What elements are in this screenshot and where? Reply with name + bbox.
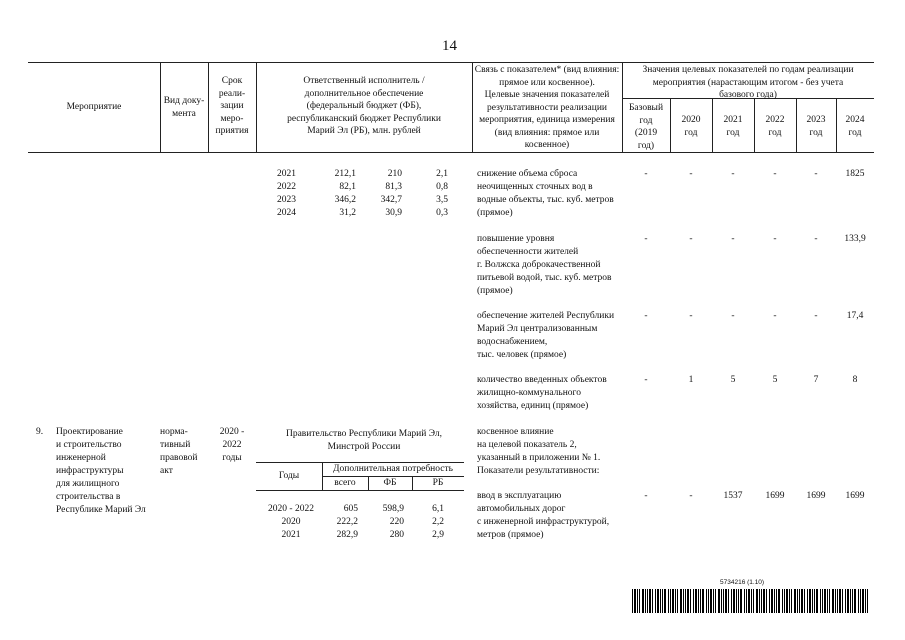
item-funding-fb: 598,9 [382,504,404,514]
funding-rb: 0,8 [436,182,448,192]
item-executor: Правительство Республики Марий Эл, Минстрой России [285,429,442,452]
barcode-stripe [782,589,783,613]
subtable-need: Дополнительная потребность [333,464,453,474]
indicator-value: 5 [730,375,736,385]
barcode-stripe [824,589,826,613]
item-event: Проектирование и строительство инженерной инфраструктуры для жилищного строительства в Республике Марий Эл [56,427,146,515]
barcode-stripe [791,589,792,613]
item-term: 2020 - 2022 годы [219,427,245,463]
header-top-rule [28,62,874,63]
header-executor: Ответственный исполнитель / дополнительное обеспечение (федеральный бюджет (ФБ), республиканский бюджет Республики Марий Эл (РБ), млн. рублей [287,76,441,136]
subtable-total: всего [334,478,356,488]
barcode-stripe [797,589,798,613]
barcode-stripe [662,589,663,613]
barcode-stripe [820,589,821,613]
barcode-stripe [845,589,846,613]
barcode-stripe [728,589,729,613]
barcode-stripe [751,589,752,613]
funding-fb: 81,3 [385,182,402,192]
funding-total: 31,2 [339,208,356,218]
funding-total: 346,2 [334,195,356,205]
indicator-value: - [644,311,648,321]
header-link: Связь с показателем* (вид влияния: прямое или косвенное). Целевые значения показателей результативности реализации мероприятия, единица измерения (вид влияния: прямое или косвенное) [474,65,620,150]
barcode-stripe [664,589,666,613]
barcode-stripe [799,589,800,613]
barcode-stripe [759,589,760,613]
indicator-value: 5 [772,375,778,385]
indicator-value: - [773,169,777,179]
barcode-stripe [822,589,823,613]
subtable-bottom-rule [256,490,464,491]
barcode-stripe [710,589,712,613]
indicator-text: повышение уровня обеспеченности жителей г. Волжска доброкачественной питьевой водой, тыс. куб. метров (прямое) [477,234,612,296]
barcode-stripe [718,589,720,613]
barcode-stripe [652,589,653,613]
barcode-stripe [687,589,689,613]
barcode-stripe [634,589,636,613]
barcode-stripe [839,589,841,613]
item-indicator-value: 1699 [845,491,865,501]
indicator-value: 17,4 [846,311,864,321]
barcode-stripe [657,589,659,613]
barcode-stripe [677,589,678,613]
barcode-caption: 5734216 (1.10) [720,579,765,586]
header-event: Мероприятие [66,102,122,112]
funding-rb: 3,5 [436,195,448,205]
barcode-stripe [639,589,640,613]
item-funding-year: 2021 [281,530,301,540]
indicator-value: 1825 [845,169,865,179]
barcode-stripe [672,589,674,613]
barcode-stripe [801,589,803,613]
funding-total: 212,1 [334,169,356,179]
barcode-stripe [858,589,859,613]
barcode-stripe [642,589,644,613]
item-indicator-value: 1699 [765,491,785,501]
barcode-stripe [812,589,813,613]
barcode-stripe [794,589,796,613]
barcode-stripe [715,589,716,613]
funding-fb: 342,7 [380,195,402,205]
barcode-stripe [784,589,785,613]
indicator-value: - [731,169,735,179]
indicator-text: снижение объема сброса неочищенных сточных вод в водные объекты, тыс. куб. метров (прямое) [477,169,614,218]
indicator-value: - [689,234,693,244]
item-funding-total: 605 [343,504,358,514]
item-funding-rb: 2,9 [432,530,444,540]
barcode-stripe [860,589,861,613]
funding-year: 2021 [277,169,296,179]
barcode-stripe [842,589,843,613]
barcode-stripe [774,589,775,613]
item-funding-rb: 6,1 [432,504,444,514]
barcode-stripe [847,589,849,613]
funding-total: 82,1 [339,182,356,192]
item-link: косвенное влияние на целевой показатель 2, указанный в приложении № 1. Показатели результативности: [477,427,601,476]
barcode-stripe [700,589,701,613]
barcode-stripe [683,589,684,613]
barcode-stripe [713,589,714,613]
barcode-stripe [809,589,811,613]
item-funding-fb: 280 [389,530,404,540]
item-indicator-value: - [644,491,648,501]
funding-rb: 0,3 [436,208,448,218]
barcode-stripe [725,589,727,613]
barcode-stripe [829,589,830,613]
barcode-stripe [854,589,856,613]
funding-year: 2023 [277,195,296,205]
indicator-value: - [814,169,818,179]
item-indicator-value: 1699 [806,491,826,501]
indicator-value: - [814,311,818,321]
barcode-stripe [660,589,661,613]
header-year-2023: 2023 год [806,115,826,138]
indicator-value: - [731,234,735,244]
barcode-stripe [668,589,669,613]
barcode-stripe [766,589,767,613]
barcode-stripe [816,589,818,613]
funding-fb: 210 [387,169,402,179]
funding-year: 2022 [277,182,296,192]
barcode-stripe [655,589,656,613]
indicator-value: - [689,311,693,321]
barcode-stripe [645,589,646,613]
subtable-rb: РБ [432,478,444,488]
barcode-stripe [647,589,648,613]
barcode-stripe [753,589,754,613]
barcode-stripe [685,589,686,613]
header-year-2024: 2024 год [845,115,865,138]
barcode-stripe [744,589,745,613]
item-indicator-value: 1537 [723,491,743,501]
barcode-stripe [708,589,709,613]
barcode-stripe [865,589,866,613]
header-bottom-rule [28,152,874,153]
indicator-value: - [644,169,648,179]
barcode-stripe [740,589,742,613]
barcode-stripe [835,589,836,613]
barcode-stripe [702,589,704,613]
item-number: 9. [36,427,44,437]
barcode-stripe [637,589,638,613]
barcode-stripe [776,589,777,613]
barcode-stripe [698,589,699,613]
indicator-value: 8 [852,375,858,385]
barcode-stripe [862,589,864,613]
barcode-stripe [690,589,691,613]
header-year-2022: 2022 год [765,115,785,138]
barcode-stripe [738,589,739,613]
indicator-text: обеспечение жителей Республики Марий Эл централизованным водоснабжением, тыс. человек (прямое) [477,311,615,360]
funding-rb: 2,1 [436,169,448,179]
indicator-value: 133,9 [844,234,866,244]
barcode-stripe [733,589,735,613]
barcode-stripe [786,589,788,613]
barcode-stripe [736,589,737,613]
indicator-text: количество введенных объектов жилищно-коммунального хозяйства, единиц (прямое) [477,375,607,411]
funding-fb: 30,9 [385,208,402,218]
barcode-stripe [807,589,808,613]
barcode-stripe [789,589,790,613]
indicator-value: - [814,234,818,244]
item-funding-rb: 2,2 [432,517,444,527]
barcode-stripe [721,589,722,613]
barcode-stripe [746,589,747,613]
page-number: 14 [442,38,457,54]
subtable-fb: ФБ [383,478,397,488]
item-funding-year: 2020 - 2022 [268,504,314,514]
indicator-value: - [773,311,777,321]
header-values: Значения целевых показателей по годам реализации мероприятия (нарастающим итогом - без учета базового года) [642,65,854,100]
indicator-value: - [644,375,648,385]
indicator-value: - [773,234,777,244]
header-term: Срок реали- зации меро- приятия [215,76,249,136]
header-year-2020: 2020 год [681,115,701,138]
barcode-stripe [680,589,682,613]
item-funding-fb: 220 [389,517,404,527]
barcode-stripe [670,589,671,613]
barcode-stripe [706,589,707,613]
barcode-stripe [723,589,724,613]
barcode-stripe [837,589,838,613]
item-doc-type: норма- тивный правовой акт [160,427,198,476]
funding-year: 2024 [277,208,296,218]
barcode-stripe [769,589,770,613]
barcode-stripe [748,589,750,613]
barcode-stripe [814,589,815,613]
subtable-years: Годы [278,471,300,481]
barcode-stripe [850,589,851,613]
barcode-stripe [693,589,694,613]
item-funding-total: 282,9 [336,530,358,540]
barcode-stripe [731,589,732,613]
indicator-value: - [689,169,693,179]
indicator-value: - [644,234,648,244]
item-funding-total: 222,2 [336,517,358,527]
barcode-stripe [832,589,834,613]
header-year-base: Базовый год (2019 год) [628,103,664,151]
barcode-stripe [827,589,828,613]
header-year-2021: 2021 год [723,115,743,138]
indicator-value: 1 [688,375,694,385]
item-funding-year: 2020 [281,517,301,527]
barcode-stripe [649,589,651,613]
barcode-graphic [632,589,870,613]
barcode-stripe [695,589,697,613]
barcode-stripe [756,589,758,613]
barcode-stripe [804,589,805,613]
barcode-stripe [867,589,868,613]
item-indicator-value: - [689,491,693,501]
indicator-value: 7 [813,375,819,385]
barcode-stripe [761,589,762,613]
header-doc-type: Вид доку- мента [163,96,205,119]
barcode-stripe [778,589,780,613]
indicator-value: - [731,311,735,321]
barcode-stripe [763,589,765,613]
item-indicator-text: ввод в эксплуатацию автомобильных дорог с инженерной инфраструктурой, метров (прямое) [477,491,610,540]
barcode-stripe [632,589,633,613]
barcode-stripe [771,589,773,613]
barcode-stripe [675,589,676,613]
barcode-stripe [852,589,853,613]
